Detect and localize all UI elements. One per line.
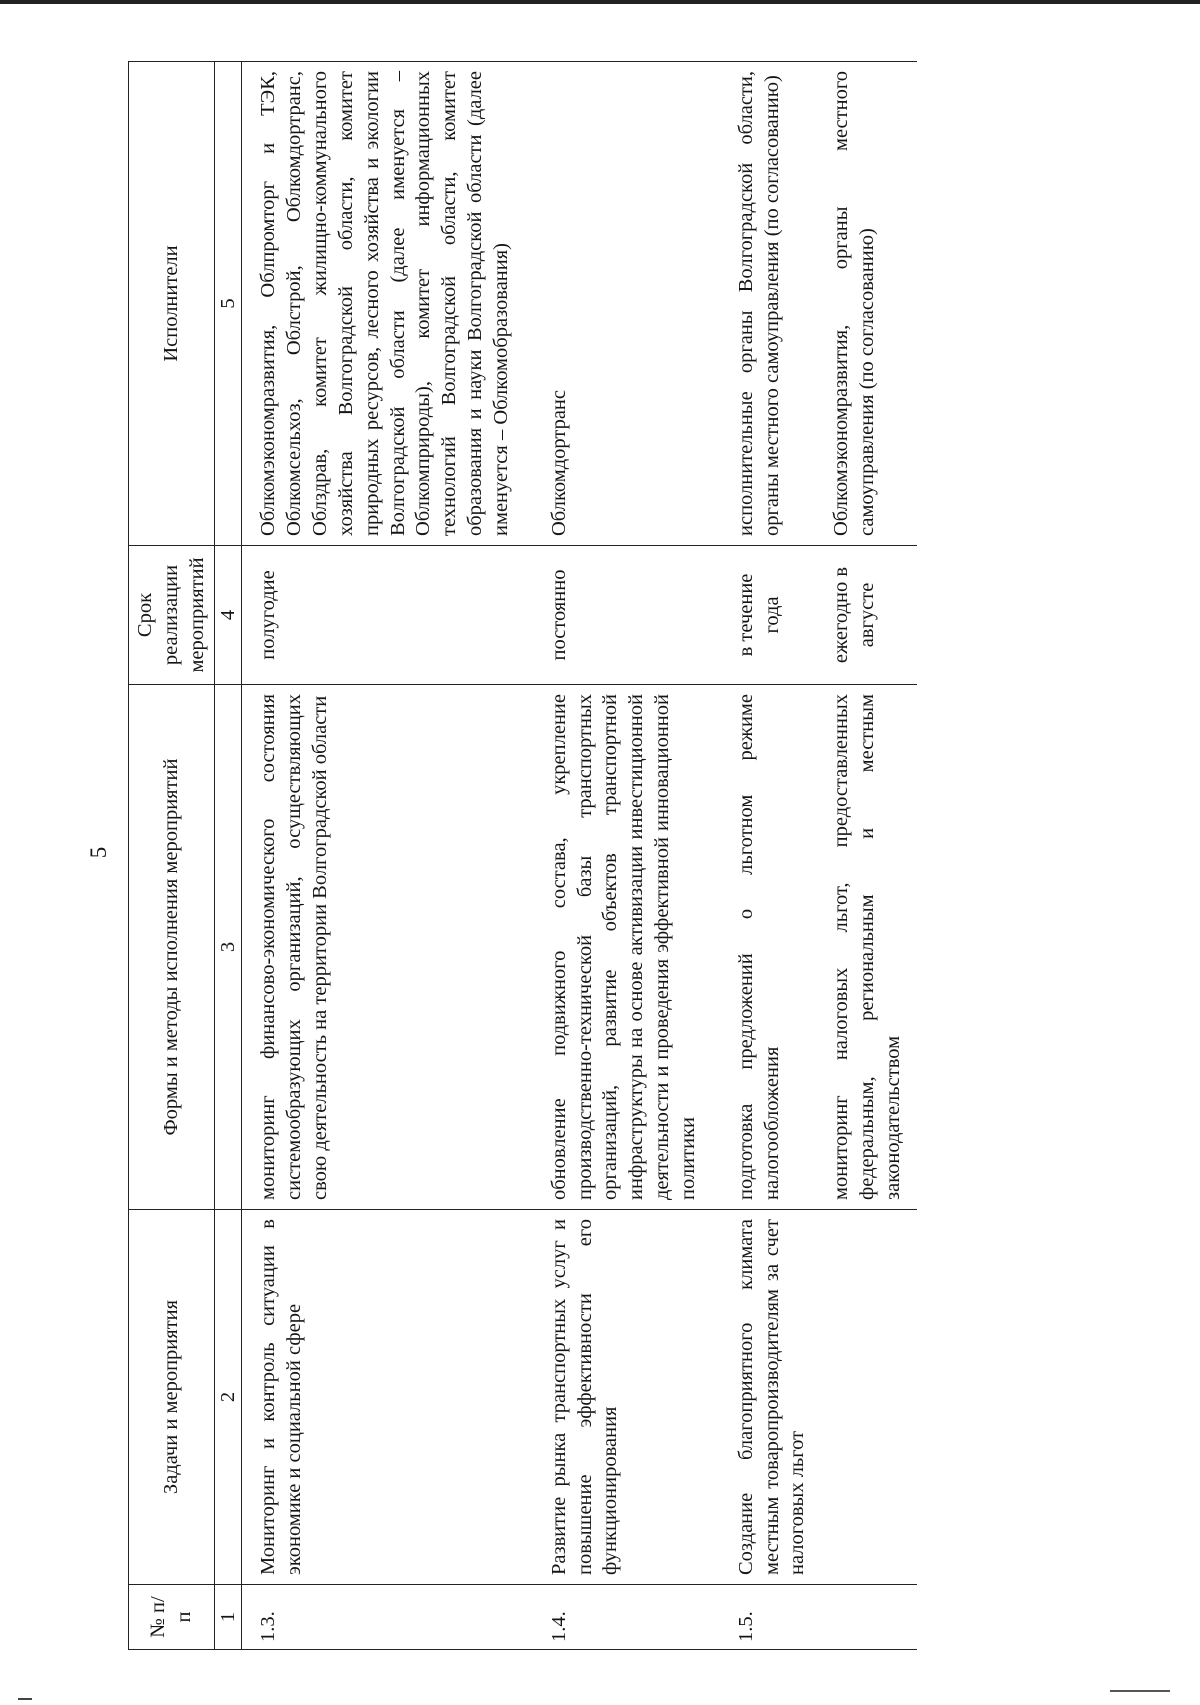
table-row: [533, 62, 720, 1650]
row-executors: Облкомэкономразвития, Облпромторг и ТЭК, Облкомсельхоз, Облстрой, Облкомдортранс, Облздрав, комитет жилищно-коммунального хозяйства Волгоградской области, комитет природных ресурсов, лесного хозяйства и экологии Волгоградской области (далее именуется – Облкомприроды), комитет информационных технологий Волгоградской области, комитет образования и науки Волгоградской области (далее именуется – Облкомобразования): [242, 62, 533, 546]
header-task: Задачи и мероприятия: [129, 1210, 215, 1585]
header-executors: Исполнители: [129, 62, 215, 546]
column-number: 3: [215, 685, 242, 1210]
row-term: постоянно: [533, 546, 720, 685]
row-executors: исполнительные органы Волгоградской области, органы местного самоуправления (по согласованию): [720, 62, 829, 546]
row-methods: мониторинг налоговых льгот, предоставленных федеральным, региональным и местным законодательством: [829, 685, 916, 1210]
row-term: полугодие: [242, 546, 533, 685]
page-number: 5: [86, 846, 111, 859]
row-task: Создание благоприятного климата местным товаропроизводителям за счет налоговых льгот: [720, 1210, 829, 1585]
row-number: 1.5.: [720, 1585, 829, 1650]
header-term: Срок реализации мероприятий: [129, 546, 215, 685]
table-row: [720, 62, 829, 1650]
row-term: ежегодно в августе: [829, 546, 916, 685]
row-executors: Облкомэкономразвития, органы местного самоуправления (по согласованию): [829, 62, 916, 546]
row-task: Развитие рынка транспортных услуг и повышение эффективности его функционирования: [533, 1210, 720, 1585]
row-number: [829, 1585, 916, 1650]
column-number: 4: [215, 546, 242, 685]
header-num: № п/п: [129, 1585, 215, 1650]
row-methods: подготовка предложений о льготном режиме налогообложения: [720, 685, 829, 1210]
row-task: Мониторинг и контроль ситуации в экономике и социальной сфере: [242, 1210, 533, 1585]
column-number-row: [215, 62, 242, 1650]
header-methods: Формы и методы исполнения мероприятий: [129, 685, 215, 1210]
row-methods: мониторинг финансово-экономического состояния системообразующих организаций, осуществляющих свою деятельность на территории Волгоградской области: [242, 685, 533, 1210]
row-number: 1.3.: [242, 1585, 533, 1650]
column-number: 5: [215, 62, 242, 546]
row-executors: Облкомдортранс: [533, 62, 720, 546]
measures-table: [128, 61, 917, 1650]
column-number: 1: [215, 1585, 242, 1650]
table-row: [242, 62, 533, 1650]
row-number: 1.4.: [533, 1585, 720, 1650]
row-methods: обновление подвижного состава, укрепление производственно-технической базы транспортных организаций, развитие объектов транспортной инфраструктуры на основе активизации инвестиционной деятельности и проведения эффективной инновационной политики: [533, 685, 720, 1210]
column-number: 2: [215, 1210, 242, 1585]
table-row: [829, 62, 916, 1650]
table-header-row: [129, 62, 215, 1650]
row-term: в течение года: [720, 546, 829, 685]
row-task: [829, 1210, 916, 1585]
